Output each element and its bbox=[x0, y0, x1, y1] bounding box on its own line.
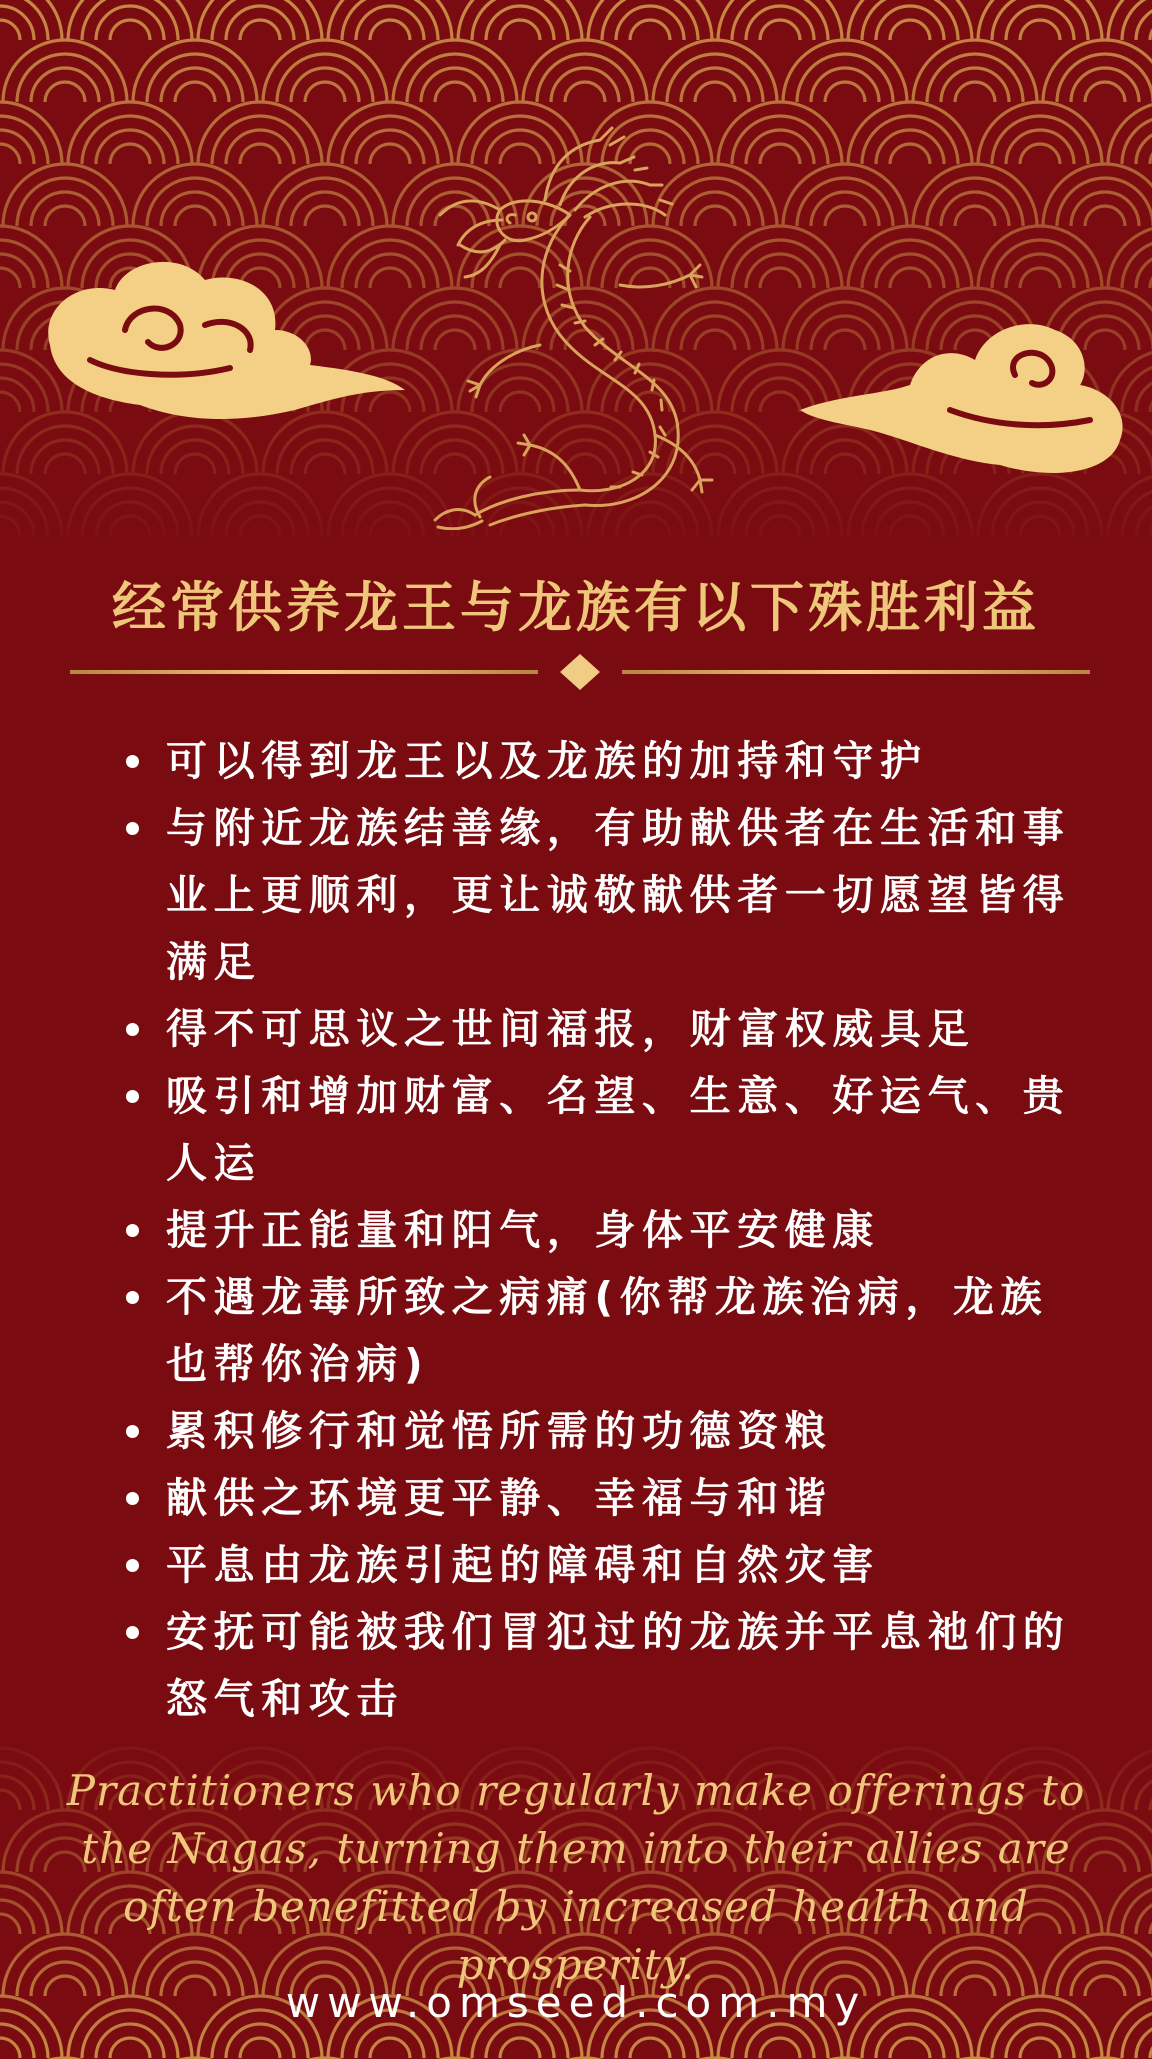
list-item-text: 吸引和增加财富、名望、生意、好运气、贵人运 bbox=[166, 1072, 1071, 1187]
bullet-icon bbox=[126, 1559, 139, 1572]
list-item bbox=[118, 1465, 1078, 1532]
bullet-icon bbox=[126, 755, 139, 768]
bullet-icon bbox=[126, 1090, 139, 1103]
english-quote: Practitioners who regularly make offerings to the Nagas, turning them into their allies are often benefitted by increased health and prosperity. bbox=[66, 1766, 1086, 1989]
list-item-text: 献供之环境更平静、幸福与和谐 bbox=[166, 1474, 833, 1522]
bullet-icon bbox=[126, 1023, 139, 1036]
cloud-icon bbox=[30, 250, 410, 430]
bullet-icon bbox=[126, 1291, 139, 1304]
page-title: 经常供养龙王与龙族有以下殊胜利益 bbox=[112, 575, 1040, 639]
diamond-icon bbox=[560, 654, 600, 690]
list-item-text: 不遇龙毒所致之病痛(你帮龙族治病，龙族也帮你治病) bbox=[166, 1273, 1049, 1388]
bullet-icon bbox=[126, 1224, 139, 1237]
list-item bbox=[118, 795, 1078, 996]
bullet-icon bbox=[126, 822, 139, 835]
divider bbox=[70, 652, 1090, 692]
list-item-text: 平息由龙族引起的障碍和自然灾害 bbox=[166, 1541, 880, 1589]
bullet-icon bbox=[126, 1626, 139, 1639]
list-item bbox=[118, 1398, 1078, 1465]
list-item bbox=[118, 996, 1078, 1063]
bullet-icon bbox=[126, 1425, 139, 1438]
list-item bbox=[118, 728, 1078, 795]
list-item-text: 与附近龙族结善缘，有助献供者在生活和事业上更顺利，更让诚敬献供者一切愿望皆得满足 bbox=[166, 804, 1071, 986]
dragon-icon bbox=[420, 105, 730, 530]
list-item-text: 提升正能量和阳气，身体平安健康 bbox=[166, 1206, 880, 1254]
benefit-list bbox=[118, 728, 1078, 1733]
list-item bbox=[118, 1197, 1078, 1264]
cloud-icon bbox=[800, 315, 1130, 485]
bullet-icon bbox=[126, 1492, 139, 1505]
website-url: www.omseed.com.my bbox=[285, 1978, 867, 2027]
list-item bbox=[118, 1063, 1078, 1197]
list-item-text: 可以得到龙王以及龙族的加持和守护 bbox=[166, 737, 928, 785]
list-item-text: 安抚可能被我们冒犯过的龙族并平息祂们的怒气和攻击 bbox=[166, 1608, 1071, 1723]
list-item-text: 累积修行和觉悟所需的功德资粮 bbox=[166, 1407, 833, 1455]
list-item bbox=[118, 1264, 1078, 1398]
list-item bbox=[118, 1532, 1078, 1599]
list-item bbox=[118, 1599, 1078, 1733]
list-item-text: 得不可思议之世间福报，财富权威具足 bbox=[166, 1005, 976, 1053]
